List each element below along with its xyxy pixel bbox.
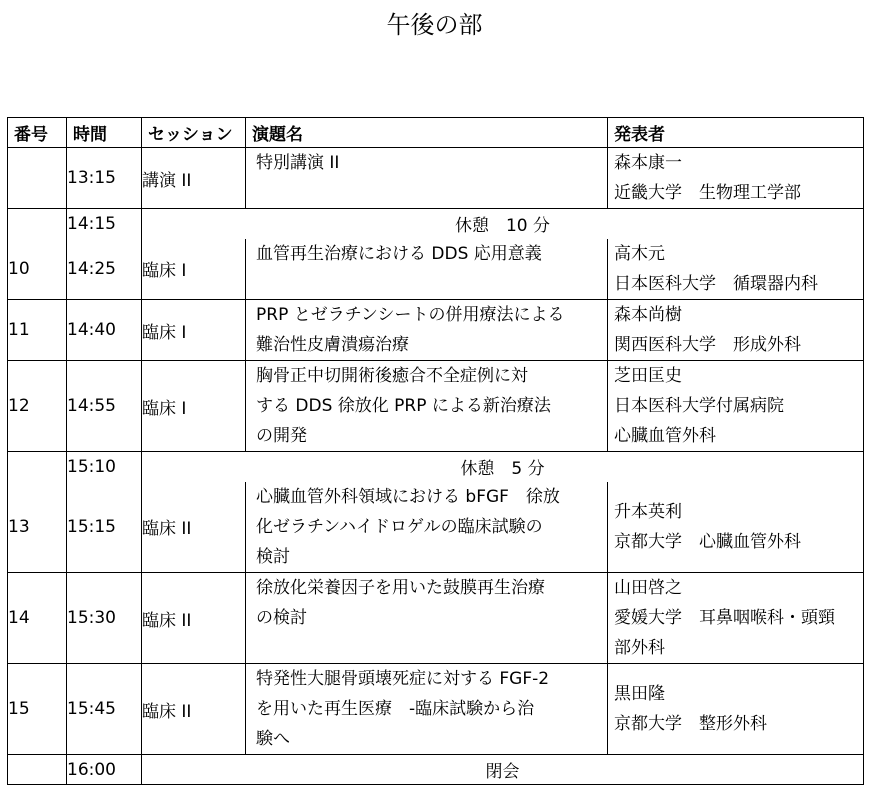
break-time: 16:00 xyxy=(67,755,142,785)
program-table xyxy=(7,117,864,785)
row-presenter xyxy=(608,573,864,664)
title-line: 徐放化栄養因子を用いた鼓膜再生治療 xyxy=(256,578,545,598)
row-session: 臨床 I xyxy=(142,300,246,361)
title-line: 難治性皮膚潰瘍治療 xyxy=(256,335,409,355)
row-number: 14 xyxy=(8,573,67,664)
break-time: 14:15 xyxy=(67,209,142,239)
header-session: セッション xyxy=(142,118,246,148)
row-number xyxy=(8,148,67,209)
row-time: 14:25 xyxy=(67,239,142,300)
row-session: 臨床 II xyxy=(142,664,246,755)
row-session: 臨床 II xyxy=(142,482,246,573)
break-row xyxy=(8,209,864,239)
presenter-line: 高木元 xyxy=(614,243,665,264)
break-label: 休憩 10 分 xyxy=(142,209,864,239)
row-title xyxy=(246,482,608,573)
header-title: 演題名 xyxy=(246,118,608,148)
header-time: 時間 xyxy=(67,118,142,148)
row-time: 15:15 xyxy=(67,482,142,573)
break-no-cell xyxy=(8,452,67,482)
row-title xyxy=(246,664,608,755)
presenter-line: 愛媛大学 耳鼻咽喉科・頭頸 xyxy=(614,608,835,628)
row-time: 15:30 xyxy=(67,573,142,664)
title-line: の開発 xyxy=(256,426,307,446)
presenter-line: 関西医科大学 形成外科 xyxy=(614,335,801,355)
title-line: を用いた再生医療 -臨床試験から治 xyxy=(256,699,535,719)
break-no-cell xyxy=(8,755,67,785)
title-line: 検討 xyxy=(256,546,290,567)
row-session: 臨床 II xyxy=(142,573,246,664)
session-row xyxy=(8,239,864,300)
row-presenter xyxy=(608,300,864,361)
presenter-line: 日本医科大学 循環器内科 xyxy=(614,273,818,294)
row-presenter xyxy=(608,482,864,573)
presenter-line: 芝田匡史 xyxy=(614,366,682,386)
title-line: 血管再生治療における DDS 応用意義 xyxy=(256,243,542,264)
session-row xyxy=(8,300,864,361)
break-row xyxy=(8,452,864,482)
presenter-line: 日本医科大学付属病院 xyxy=(614,396,784,416)
title-line: 化ゼラチンハイドロゲルの臨床試験の xyxy=(256,516,543,537)
title-line: 特発性大腿骨頭壊死症に対する FGF-2 xyxy=(256,669,550,689)
row-number: 13 xyxy=(8,482,67,573)
presenter-line: 升本英利 xyxy=(614,501,682,522)
presenter-line: 山田啓之 xyxy=(614,578,682,598)
row-presenter xyxy=(608,664,864,755)
presenter-line: 森本康一 xyxy=(614,153,682,173)
row-title xyxy=(246,239,608,300)
title-line: 心臓血管外科領域における bFGF 徐放 xyxy=(256,486,560,507)
row-time: 13:15 xyxy=(67,148,142,209)
session-row xyxy=(8,573,864,664)
row-session: 臨床 I xyxy=(142,239,246,300)
page-title: 午後の部 xyxy=(386,11,483,39)
row-number: 10 xyxy=(8,239,67,300)
presenter-line: 京都大学 心臓血管外科 xyxy=(614,531,801,552)
session-row xyxy=(8,361,864,452)
row-time: 14:55 xyxy=(67,361,142,452)
row-presenter xyxy=(608,148,864,209)
row-session: 講演 II xyxy=(142,148,246,209)
row-number: 15 xyxy=(8,664,67,755)
presenter-line: 森本尚樹 xyxy=(614,305,682,325)
session-row xyxy=(8,664,864,755)
presenter-line: 黒田隆 xyxy=(614,684,665,704)
session-row xyxy=(8,148,864,209)
row-title xyxy=(246,148,608,209)
header-no: 番号 xyxy=(8,118,67,148)
session-row xyxy=(8,482,864,573)
row-presenter xyxy=(608,239,864,300)
title-line: 胸骨正中切開術後癒合不全症例に対 xyxy=(256,366,528,386)
break-row xyxy=(8,755,864,785)
row-session: 臨床 I xyxy=(142,361,246,452)
row-time: 14:40 xyxy=(67,300,142,361)
row-title xyxy=(246,361,608,452)
title-line: する DDS 徐放化 PRP による新治療法 xyxy=(256,396,551,416)
row-presenter xyxy=(608,361,864,452)
break-time: 15:10 xyxy=(67,452,142,482)
row-title xyxy=(246,300,608,361)
row-number: 12 xyxy=(8,361,67,452)
header-presenter: 発表者 xyxy=(608,118,864,148)
presenter-line: 心臓血管外科 xyxy=(614,426,716,446)
title-line: 験へ xyxy=(256,729,290,749)
row-time: 15:45 xyxy=(67,664,142,755)
presenter-line: 部外科 xyxy=(614,638,665,658)
break-no-cell xyxy=(8,209,67,239)
break-label: 閉会 xyxy=(142,755,864,785)
presenter-line: 京都大学 整形外科 xyxy=(614,714,767,734)
title-line: の検討 xyxy=(256,608,307,628)
title-line: PRP とゼラチンシートの併用療法による xyxy=(256,305,565,325)
presenter-line: 近畿大学 生物理工学部 xyxy=(614,183,801,203)
title-line: 特別講演 II xyxy=(256,153,340,173)
row-number: 11 xyxy=(8,300,67,361)
header-row xyxy=(8,118,864,148)
break-label: 休憩 5 分 xyxy=(142,452,864,482)
row-title xyxy=(246,573,608,664)
